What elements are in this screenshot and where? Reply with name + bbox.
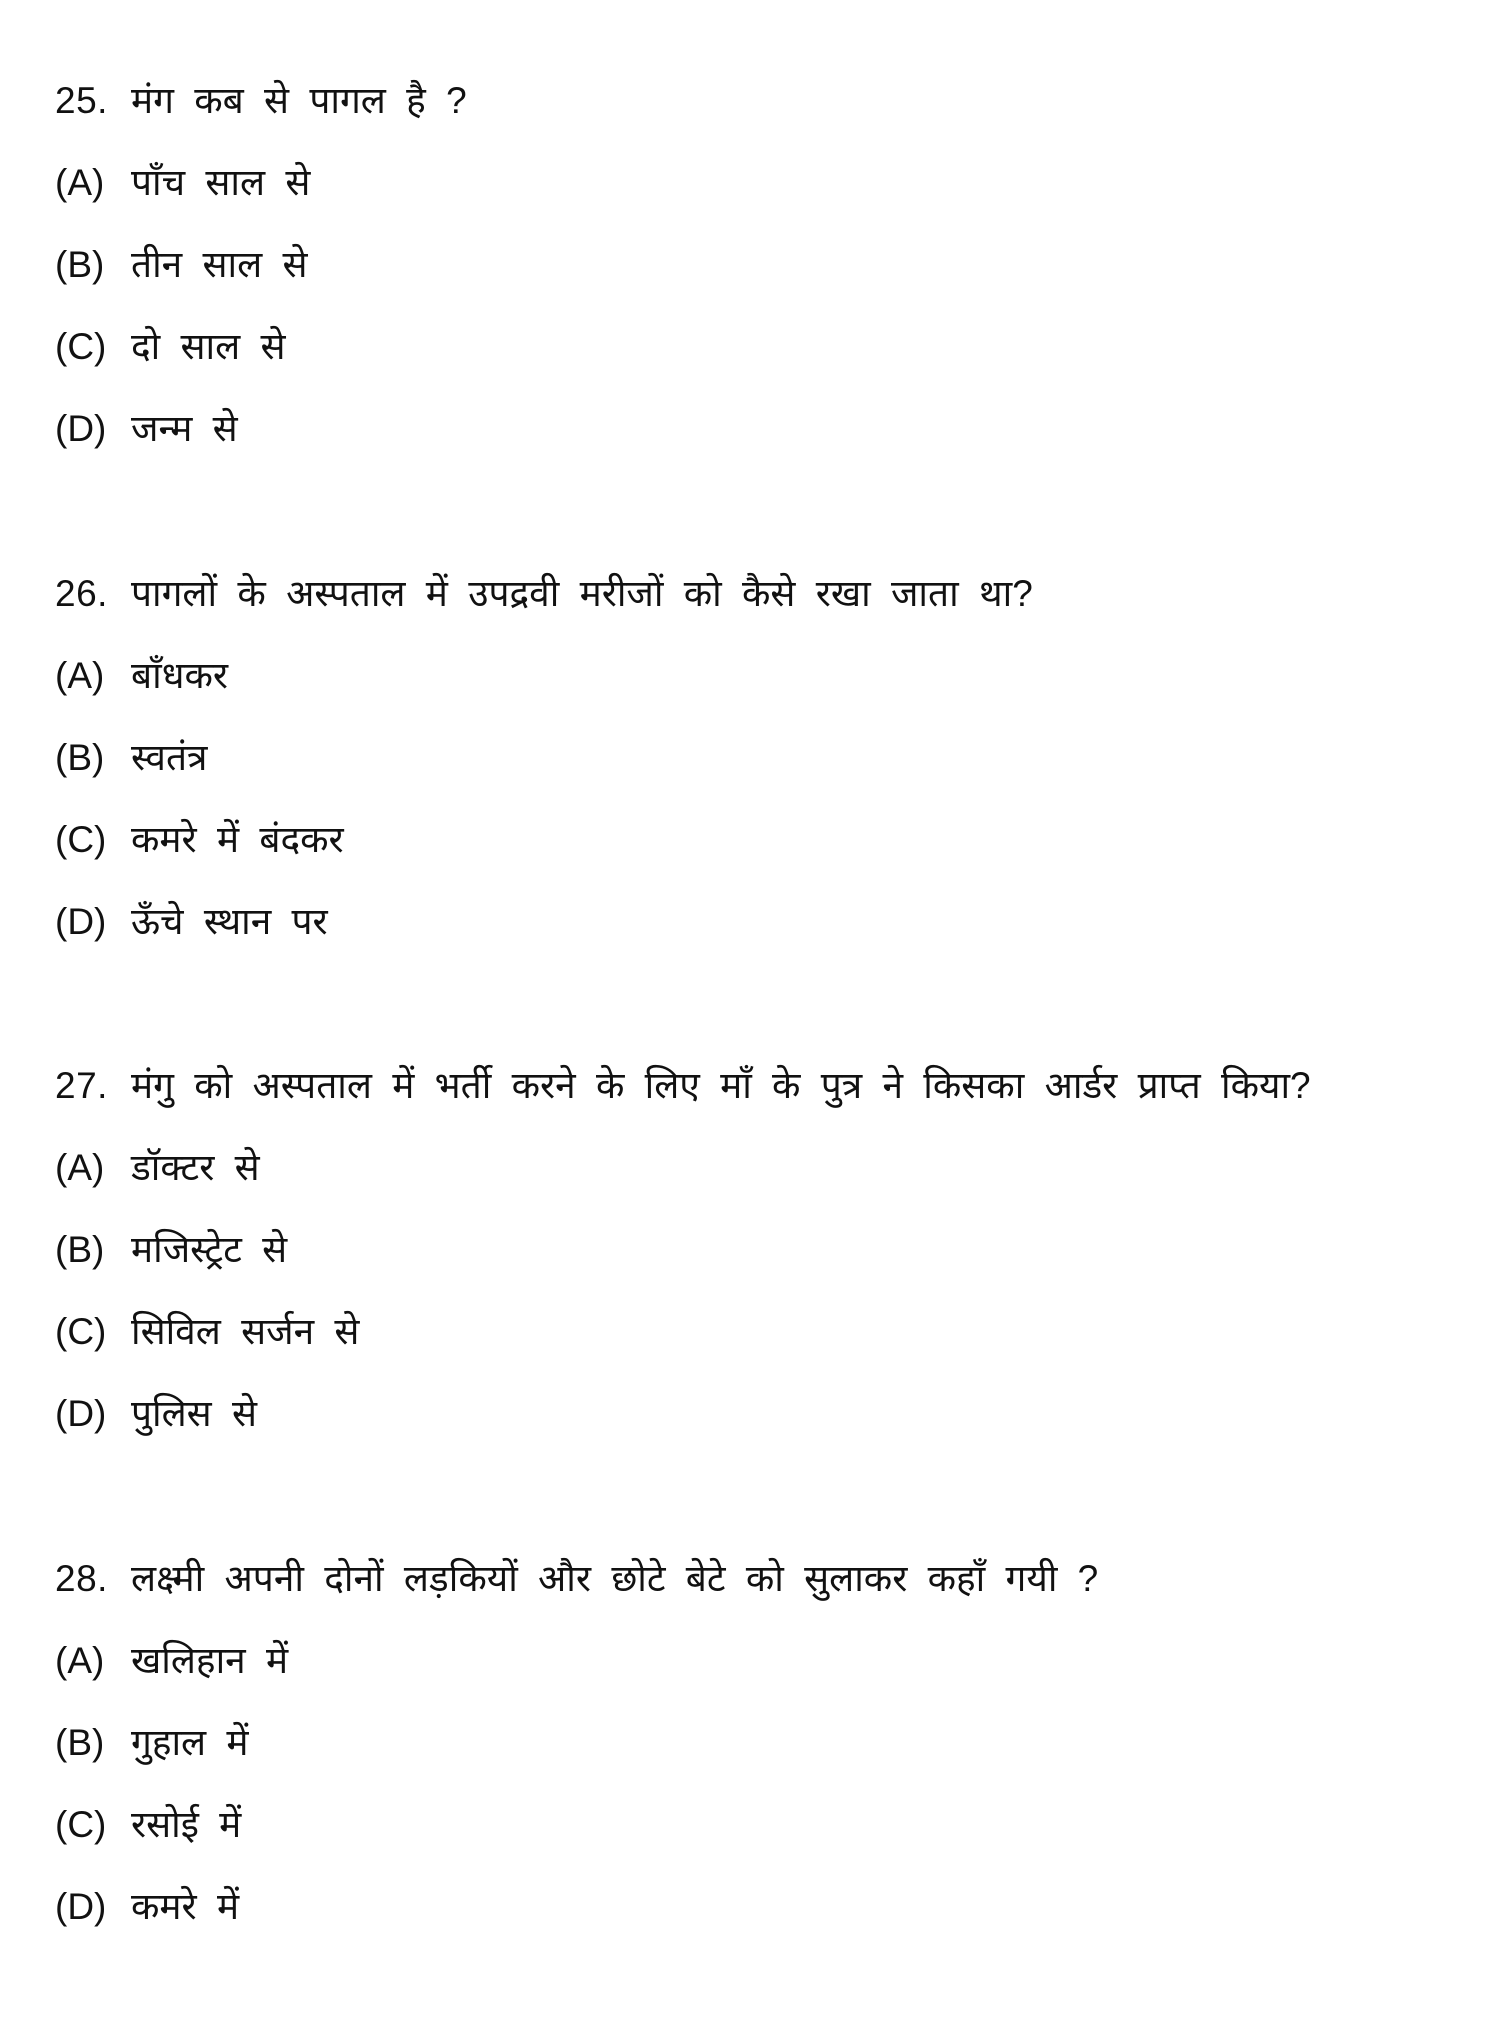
question-stem xyxy=(55,1538,1475,1620)
option-text: बाँधकर xyxy=(131,655,229,696)
option-b xyxy=(55,224,1475,306)
option-c xyxy=(55,799,1475,881)
option-a xyxy=(55,635,1475,717)
option-text: तीन साल से xyxy=(131,244,308,285)
option-b xyxy=(55,717,1475,799)
question-25 xyxy=(55,60,1475,470)
question-number: 27. xyxy=(55,1065,108,1106)
option-text: पुलिस से xyxy=(131,1393,257,1434)
option-label: (B) xyxy=(55,1229,105,1270)
question-text: मंगु को अस्पताल में भर्ती करने के लिए माँ के पुत्र ने किसका आर्डर प्राप्त किया? xyxy=(131,1065,1311,1106)
option-d xyxy=(55,1866,1475,1948)
question-stem xyxy=(55,1045,1475,1127)
option-label: (D) xyxy=(55,408,107,449)
option-text: पाँच साल से xyxy=(131,162,311,203)
question-26 xyxy=(55,553,1475,963)
option-text: कमरे में xyxy=(131,1886,240,1927)
option-label: (C) xyxy=(55,1311,107,1352)
option-a xyxy=(55,1127,1475,1209)
question-text: लक्ष्मी अपनी दोनों लड़कियों और छोटे बेटे को सुलाकर कहाँ गयी ? xyxy=(131,1558,1099,1599)
option-a xyxy=(55,142,1475,224)
option-text: दो साल से xyxy=(131,326,286,367)
question-stem xyxy=(55,60,1475,142)
option-text: गुहाल में xyxy=(131,1722,249,1763)
option-text: खलिहान में xyxy=(131,1640,289,1681)
question-27 xyxy=(55,1045,1475,1455)
option-label: (B) xyxy=(55,737,105,778)
option-b xyxy=(55,1209,1475,1291)
option-label: (C) xyxy=(55,819,107,860)
option-label: (A) xyxy=(55,162,105,203)
option-label: (A) xyxy=(55,1147,105,1188)
option-label: (C) xyxy=(55,1804,107,1845)
option-label: (B) xyxy=(55,244,105,285)
option-label: (B) xyxy=(55,1722,105,1763)
option-d xyxy=(55,1373,1475,1455)
option-text: ऊँचे स्थान पर xyxy=(131,901,328,942)
option-text: सिविल सर्जन से xyxy=(131,1311,360,1352)
question-28 xyxy=(55,1538,1475,1948)
option-text: जन्म से xyxy=(131,408,238,449)
question-number: 25. xyxy=(55,80,108,121)
option-label: (D) xyxy=(55,1886,107,1927)
question-number: 28. xyxy=(55,1558,108,1599)
option-d xyxy=(55,388,1475,470)
option-c xyxy=(55,1784,1475,1866)
option-b xyxy=(55,1702,1475,1784)
option-c xyxy=(55,1291,1475,1373)
option-a xyxy=(55,1620,1475,1702)
option-label: (A) xyxy=(55,1640,105,1681)
option-text: स्वतंत्र xyxy=(131,737,208,778)
option-label: (D) xyxy=(55,901,107,942)
question-stem xyxy=(55,553,1475,635)
question-number: 26. xyxy=(55,573,108,614)
question-text: पागलों के अस्पताल में उपद्रवी मरीजों को कैसे रखा जाता था? xyxy=(131,573,1033,614)
option-d xyxy=(55,881,1475,963)
option-text: कमरे में बंदकर xyxy=(131,819,344,860)
option-text: डॉक्टर से xyxy=(131,1147,260,1188)
option-text: रसोई में xyxy=(131,1804,242,1845)
question-text: मंग कब से पागल है ? xyxy=(131,80,467,121)
option-label: (A) xyxy=(55,655,105,696)
option-label: (C) xyxy=(55,326,107,367)
option-text: मजिस्ट्रेट से xyxy=(131,1229,288,1270)
option-label: (D) xyxy=(55,1393,107,1434)
option-c xyxy=(55,306,1475,388)
